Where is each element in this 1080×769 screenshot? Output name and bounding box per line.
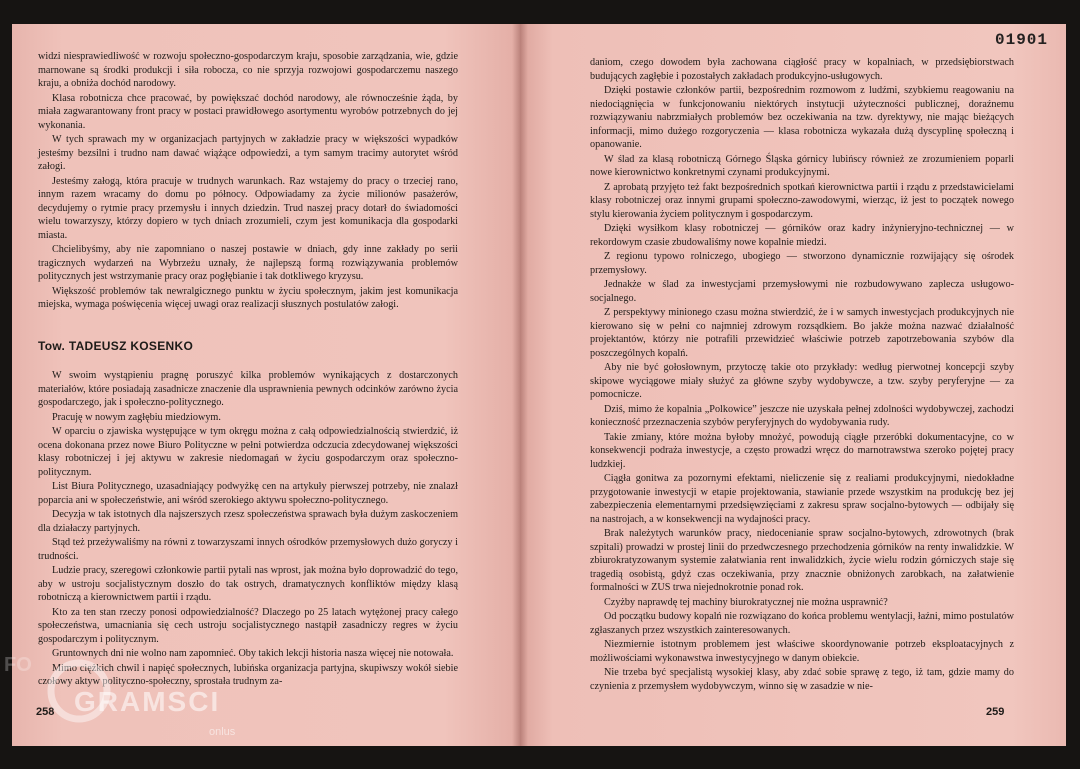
book-spread xyxy=(12,24,1066,746)
paragraph: List Biura Politycznego, uzasadniający podwyżkę cen na artykuły pierwszej potrzeby, nie znalazł poparcia ani w społeczeństwie, ani wśród szerokiego aktywu społeczno-politycznego. xyxy=(38,481,458,506)
paragraph: Stąd też przeżywaliśmy na równi z towarzyszami innych ośrodków przemysłowych dużo goryczy i trudności. xyxy=(38,537,458,562)
page-number-right: 259 xyxy=(986,706,1005,718)
paragraph: Nie trzeba być specjalistą wysokiej klasy, aby zdać sobie sprawę z tego, iż tam, gdzie mamy do czynienia z przemysłem wydobywczym, winno się w zasadzie w nie- xyxy=(590,667,1014,692)
paragraph: Jednakże w ślad za inwestycjami przemysłowymi nie rozbudowywano zaplecza usługowo-socjalnego. xyxy=(590,279,1014,304)
paragraph: Jesteśmy załogą, która pracuje w trudnych warunkach. Raz wstajemy do pracy o trzeciej rano, innym razem wracamy do domu po północy. Odpowiadamy za życie milionów pasażerów, decydujemy o rytmie pracy przemysłu i innych dziedzin. Trud naszej pracy dotarł do świadomości wielu towarzyszy, którzy dopiero w tych dniach zrozumieli, czym jest komunikacja dla gospodarki miasta. xyxy=(38,175,458,241)
speaker-heading: Tow. TADEUSZ KOSENKO xyxy=(38,338,194,353)
paragraph: Ludzie pracy, szeregowi członkowie partii pytali nas wprost, jak można było doprowadzić do tego, aby w ustroju socjalistycznym doszło do tak ostrych, dramatycznych konfliktów między klasą robotniczą a kierownictwem partii i rządu. xyxy=(38,565,458,603)
right-page xyxy=(520,24,1066,746)
paragraph: Kto za ten stan rzeczy ponosi odpowiedzialność? Dlaczego po 25 latach wytężonej pracy całego społeczeństwa, umacniania się cech ustroju socjalistycznego nastąpił zasadniczy regres w życiu gospodarczym i politycznym. xyxy=(38,606,458,645)
paragraph: W swoim wystąpieniu pragnę poruszyć kilka problemów wynikających z dostarczonych materiałów, które posiadają zasadnicze znaczenie dla usprawnienia pewnych odcinków zarówno życia gospodarczego, jak i społeczno-politycznego. xyxy=(38,370,458,408)
paragraph: Niezmiernie istotnym problemem jest właściwe skoordynowanie potrzeb eksploatacyjnych z możliwościami wykonawstwa inwestycyjnego w danym obiekcie. xyxy=(590,639,1014,664)
paragraph: Chcielibyśmy, aby nie zapomniano o naszej postawie w dniach, gdy inne zakłady po serii tragicznych wydarzeń na Wybrzeżu uznały, że najlepszą formą rozwiązywania problemów politycznych jest wstrzymanie pracy oraz pogłębianie i tak dotkliwego kryzysu. xyxy=(38,244,458,282)
paragraph: W tych sprawach my w organizacjach partyjnych w zakładzie pracy w większości wypadków jesteśmy bezsilni i trudno nam dawać wiążące odpowiedzi, a tym samym tracimy autorytet wśród załogi. xyxy=(38,134,458,172)
paragraph: Ciągła gonitwa za pozornymi efektami, nieliczenie się z realiami produkcyjnymi, niedokładne przygotowanie inwestycji w etapie projektowania, stawianie przede wszystkim na produkcję bez jej zabezpieczenia elementarnymi przedsięwzięciami z zakresu spraw socjalno-bytowych — odbijały się na nastrojach, a w konsekwencji na wydajności pracy. xyxy=(590,473,1014,525)
paragraph: Od początku budowy kopalń nie rozwiązano do końca problemu wentylacji, łaźni, mimo postulatów zgłaszanych przez wszystkich zainteresowanych. xyxy=(590,611,1014,636)
right-text-column xyxy=(590,56,1014,694)
paragraph: Decyzja w tak istotnych dla najszerszych rzesz społeczeństwa sprawach była dużym zaskoczeniem dla działaczy partyjnych. xyxy=(38,509,458,534)
page-number-left: 258 xyxy=(36,706,55,718)
paragraph: Czyżby naprawdę tej machiny biurokratycznej nie można usprawnić? xyxy=(604,596,888,608)
paragraph: Z regionu typowo rolniczego, ubogiego — stworzono dynamicznie rozwijający się ośrodek przemysłowy. xyxy=(590,251,1014,276)
paragraph: Z perspektywy minionego czasu można stwierdzić, że i w samych inwestycjach produkcyjnych nie kierowano się w pełni co najmniej zdrowym rozsądkiem. Bo jakże można nazwać działalność projektantów, którzy nie potrafili przewidzieć właściwie potrzeb zapotrzebowania szybów dla poszczególnych kopalń. xyxy=(590,307,1014,359)
paragraph: widzi niesprawiedliwość w rozwoju społeczno-gospodarczym kraju, sposobie zarządzania, wie, gdzie marnowane są środki produkcji i siła robocza, co nie sprzyja rozwojowi gospodarczemu naszego kraju, a obniża dochód narodowy. xyxy=(38,51,458,89)
book-gutter xyxy=(512,24,528,746)
watermark-text: GRAMSCI xyxy=(74,686,221,717)
paragraph: Gruntownych dni nie wolno nam zapomnieć. Oby takich lekcji historia nasza więcej nie notowała. xyxy=(52,648,454,659)
archive-number: 01901 xyxy=(994,31,1048,49)
paragraph: Mimo ciężkich chwil i napięć społecznych, lubińska organizacja partyjna, skupiwszy wokół siebie czołowy aktyw polityczno-społeczny, sprostała trudnym za- xyxy=(38,662,458,687)
paragraph: Z aprobatą przyjęto też fakt bezpośrednich spotkań kierownictwa partii i rządu z przedstawicielami klasy robotniczej oraz innymi grupami społeczno-zawodowymi, wierząc, iż jest to początek nowego stylu kierowania życiem politycznym i gospodarczym. xyxy=(590,181,1014,220)
left-page xyxy=(12,24,520,746)
paragraph: Dzięki postawie członków partii, bezpośrednim rozmowom z ludźmi, szybkiemu reagowaniu na niedociągnięcia w funkcjonowaniu niektórych instytucji użyteczności publicznej, doraźnemu rozwiązywaniu nabrzmiałych problemów bez oczekiwania na tzw. dyrektywy, nie mając bieżących informacji, mimo dużego rozgoryczenia — klasa robotnicza wykazała dużą dyscyplinę społeczną i opanowanie. xyxy=(590,85,1014,150)
paragraph: daniom, czego dowodem była zachowana ciągłość pracy w kopalniach, w przedsiębiorstwach budujących zagłębie i pozostałych zakładach produkcyjno-usługowych. xyxy=(590,57,1014,82)
left-text-column xyxy=(38,50,458,690)
paragraph: Dzięki wysiłkom klasy robotniczej — górników oraz kadry inżynieryjno-technicznej — w rekordowym czasie zbudowaliśmy nowe kopalnie miedzi. xyxy=(590,223,1014,248)
paragraph: Dziś, mimo że kopalnia „Polkowice” jeszcze nie uzyskała pełnej zdolności wydobywczej, zachodzi konieczność przeznaczenia szybów peryferyjnych do wydobywania rudy. xyxy=(590,403,1014,428)
paragraph: W oparciu o zjawiska występujące w tym okręgu można z całą odpowiedzialnością stwierdzić, iż ocena dokonana przez nowe Biuro Polityczne w pełni potwierdza odczucia zdecydowanej większości klasy robotniczej i jej aktywu w zakresie niedomagań w życiu gospodarczym oraz społeczno-politycznym. xyxy=(38,426,458,478)
paragraph: Aby nie być gołosłownym, przytoczę takie oto przykłady: według pierwotnej koncepcji szyby skipowe wyciągowe miały służyć za główne szyby wydobywcze, a tzw. szyby peryferyjne — za pomocnicze. xyxy=(590,362,1014,400)
paragraph: Większość problemów tak newralgicznego punktu w życiu społecznym, jakim jest komunikacja miejska, wymaga poświęcenia więcej uwagi oraz realizacji słusznych postulatów załogi. xyxy=(38,285,458,310)
paragraph: Brak należytych warunków pracy, niedocenianie spraw socjalno-bytowych, zdrowotnych (brak szpitali) prowadzi w prostej linii do przedwczesnego przechodzenia górników na renty inwalidzkie. W zbiurokratyzowanym systemie załatwiania rent inwalidzkich, życie wielu rodzin górniczych staje się tragedią osobistą, gdyż czas oczekiwania, przy znacznie obniżonych zarobkach, na załatwienie formalności w ZUS trwa niejednokrotnie ponad rok. xyxy=(590,528,1014,593)
watermark-prefix: FO xyxy=(4,654,32,676)
paragraph: W ślad za klasą robotniczą Górnego Śląska górnicy lubińscy również ze zrozumieniem poparli nowe kierownictwo konkretnymi czynami produkcyjnymi. xyxy=(590,153,1014,178)
watermark-subtext: onlus xyxy=(209,726,236,738)
watermark-logo xyxy=(4,652,274,742)
paragraph: Pracuję w nowym zagłębiu miedziowym. xyxy=(52,411,221,423)
paragraph: Takie zmiany, które można byłoby mnożyć, powodują ciągłe przeróbki dokumentacyjne, co w konsekwencji podraża inwestycje, a często prowadzi wręcz do marnotrawstwa szeroko pojętej pracy ludzkiej. xyxy=(590,431,1014,470)
paragraph: Klasa robotnicza chce pracować, by powiększać dochód narodowy, ale równocześnie żąda, by miała zagwarantowany front pracy w postaci prawidłowego asortymentu wyrobów potrzebnych do jej wykonania. xyxy=(38,92,458,131)
